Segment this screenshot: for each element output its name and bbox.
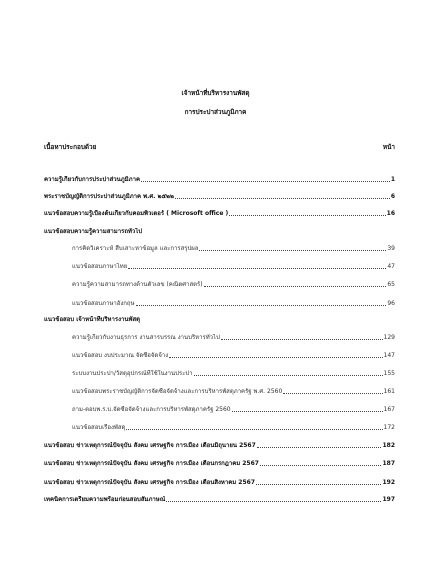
page-column-header: หน้า bbox=[382, 143, 395, 151]
dot-leader bbox=[257, 447, 382, 448]
toc-entry-label: แนวข้อสอบ งบประมาณ จัดซื้อจัดจ้าง bbox=[72, 352, 169, 359]
toc-entry-label: เทคนิคการเตรียมความพร้อมก่อนสอบสัมภาษณ์ bbox=[44, 496, 166, 503]
toc-entry bbox=[44, 176, 395, 184]
toc-entry-page: 161 bbox=[383, 388, 395, 395]
toc-entry-label: แนวข้อสอบพระราชบัญญัติการจัดซื้อจัดจ้างและการบริหารพัสดุภาครัฐ พ.ศ. 2560 bbox=[72, 388, 283, 395]
toc-entry-label: พระราชบัญญัติการประปาส่วนภูมิภาค พ.ศ. ๒๕๒๒ bbox=[44, 193, 174, 200]
toc-entry-page: 155 bbox=[383, 370, 395, 377]
toc-entry-label: ความรู้เกี่ยวกับงานธุรการ งานสารบรรณ งานบริหารทั่วไป bbox=[72, 334, 220, 341]
dot-leader bbox=[256, 484, 381, 485]
toc-entry-label: แนวข้อสอบภาษาไทย bbox=[72, 263, 128, 270]
toc-entry bbox=[44, 334, 395, 342]
dot-leader bbox=[199, 250, 386, 251]
toc-entry bbox=[44, 245, 395, 253]
toc-entry-label: แนวข้อสอบ ข่าวเหตุการณ์ปัจจุบัน สังคม เศรษฐกิจ การเมือง เดือนมิถุนายน 2567 bbox=[44, 442, 256, 449]
toc-entry-label: แนวข้อสอบ เจ้าหน้าที่บริหารงานพัสดุ bbox=[44, 316, 141, 323]
toc-entry-page: 39 bbox=[387, 245, 395, 252]
dot-leader bbox=[204, 286, 387, 287]
toc-entry-label: แนวข้อสอบ ข่าวเหตุการณ์ปัจจุบัน สังคม เศรษฐกิจ การเมือง เดือนกรกฎาคม 2567 bbox=[44, 460, 259, 467]
toc-entry bbox=[44, 496, 395, 504]
dot-leader bbox=[260, 465, 382, 466]
contents-header: เนื้อหาประกอบด้วย bbox=[44, 143, 97, 151]
toc-entry-page: 187 bbox=[382, 460, 395, 467]
toc-entry-page: 65 bbox=[387, 281, 395, 288]
toc-entry-label: แนวข้อสอบเรื่องพัสดุ bbox=[72, 424, 126, 431]
toc-entry-label: ถาม-ตอบพ.ร.บ.จัดซื้อจัดจ้างและการบริหารพัสดุภาครัฐ 2560 bbox=[72, 406, 231, 413]
toc-entry bbox=[44, 388, 395, 396]
page-subtitle: การประปาส่วนภูมิภาค bbox=[184, 108, 247, 116]
dot-leader bbox=[126, 429, 382, 430]
toc-entry-page: 172 bbox=[383, 424, 395, 431]
toc-entry-page: 129 bbox=[383, 334, 395, 341]
toc-entry-label: แนวข้อสอบความรู้เบื้องต้นเกี่ยวกับคอมพิวเตอร์ ( Microsoft office ) bbox=[44, 210, 229, 217]
dot-leader bbox=[141, 181, 390, 182]
page-title: เจ้าหน้าที่บริหารงานพัสดุ bbox=[181, 89, 250, 97]
toc-entry-page: 147 bbox=[383, 352, 395, 359]
toc-entry bbox=[44, 228, 395, 236]
toc-entry bbox=[44, 263, 395, 271]
toc-entry-label: แนวข้อสอบความรู้ความสามารถทั่วไป bbox=[44, 228, 143, 235]
dot-leader bbox=[194, 375, 383, 376]
toc-entry-page: 6 bbox=[390, 193, 395, 200]
dot-leader bbox=[166, 501, 381, 502]
dot-leader bbox=[283, 393, 382, 394]
toc-entry bbox=[44, 442, 395, 450]
toc-entry-page: 16 bbox=[386, 210, 395, 217]
toc-entry bbox=[44, 281, 395, 289]
toc-entry-label: ความรู้เกี่ยวกับการประปาส่วนภูมิภาค bbox=[44, 176, 140, 183]
toc-entry bbox=[44, 316, 395, 324]
dot-leader bbox=[128, 268, 386, 269]
toc-entry bbox=[44, 460, 395, 468]
toc-entry-label: การคิดวิเคราะห์ สืบเสาะหาข้อมูล และการสรุปผล bbox=[72, 245, 199, 252]
dot-leader bbox=[232, 411, 383, 412]
toc-entry-label: แนวข้อสอบ ข่าวเหตุการณ์ปัจจุบัน สังคม เศรษฐกิจ การเมือง เดือนสิงหาคม 2567 bbox=[44, 479, 255, 486]
toc-entry bbox=[44, 479, 395, 487]
toc-entry-page: 197 bbox=[382, 496, 395, 503]
toc-entry bbox=[44, 352, 395, 360]
dot-leader bbox=[175, 198, 390, 199]
toc-entry-label: แนวข้อสอบภาษาอังกฤษ bbox=[72, 300, 135, 307]
toc-entry bbox=[44, 193, 395, 201]
toc-entry bbox=[44, 406, 395, 414]
toc-entry-page: 167 bbox=[383, 406, 395, 413]
toc-entry bbox=[44, 300, 395, 308]
dot-leader bbox=[136, 305, 387, 306]
toc-entry bbox=[44, 210, 395, 218]
toc-entry-page: 96 bbox=[387, 300, 395, 307]
toc-entry-page: 47 bbox=[387, 263, 395, 270]
dot-leader bbox=[221, 339, 383, 340]
toc-entry-page: 182 bbox=[382, 442, 395, 449]
toc-entry-page: 1 bbox=[390, 176, 395, 183]
dot-leader bbox=[169, 357, 382, 358]
toc-entry bbox=[44, 424, 395, 432]
toc-entry bbox=[44, 370, 395, 378]
toc-entry-page: 192 bbox=[382, 479, 395, 486]
dot-leader bbox=[229, 215, 385, 216]
toc-entry-label: ความรู้ความสามารถทางด้านตัวเลข (คณิตศาสตร์) bbox=[72, 281, 203, 288]
toc-entry-label: ระบบงานประปา/วัสดุอุปกรณ์ที่ใช้ในงานประปา bbox=[72, 370, 193, 377]
